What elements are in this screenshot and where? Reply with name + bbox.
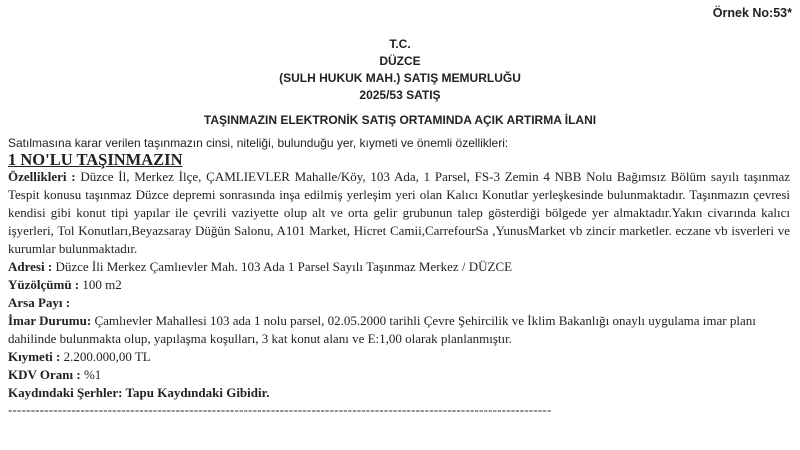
value-text: 2.200.000,00 TL	[60, 349, 151, 364]
header-office: (SULH HUKUK MAH.) SATIŞ MEMURLUĞU	[279, 71, 521, 85]
address-text: Düzce İli Merkez Çamlıevler Mah. 103 Ada 1 Parsel Sayılı Taşınmaz Merkez / DÜZCE	[52, 259, 513, 274]
area-label: Yüzölçümü :	[8, 277, 80, 292]
notice-title: TAŞINMAZIN ELEKTRONİK SATIŞ ORTAMINDA AÇIK ARTIRMA İLANI	[203, 113, 597, 127]
conditions-label: Kaydındaki Şerhler:	[8, 385, 123, 400]
intro-text: Satılmasına karar verilen taşınmazın cinsi, niteliği, bulunduğu yer, kıymeti ve önemli özellikleri:	[8, 136, 509, 150]
separator-line: ------------------------------------------------------------------------------------------------------------------------	[8, 402, 552, 417]
area-row	[8, 276, 790, 294]
zoning-text: Çamlıevler Mahallesi 103 ada 1 nolu parsel, 02.05.2000 tarihli Çevre Şehircilik ve İklim Bakanlığı onaylı uygulama imar planı dahilinde bulunmakta olup, yapılaşma koşulları, 3 kat konut alanı ve E:1,00 olarak planlanmıştır.	[8, 313, 756, 346]
header-case-number: 2025/53 SATIŞ	[359, 88, 441, 102]
address-row	[8, 258, 790, 276]
land-share-label: Arsa Payı :	[8, 295, 71, 310]
header-city: DÜZCE	[379, 54, 421, 68]
header-tc: T.C.	[389, 37, 411, 51]
zoning-label: İmar Durumu:	[8, 313, 92, 328]
zoning-row	[8, 312, 790, 348]
features-paragraph	[8, 168, 790, 258]
land-share-row	[8, 294, 790, 312]
conditions-text: Tapu Kaydındaki Gibidir.	[122, 385, 270, 400]
vat-text: %1	[80, 367, 102, 382]
lot-title: 1 NO'LU TAŞINMAZIN	[8, 150, 183, 169]
value-row	[8, 348, 790, 366]
vat-row	[8, 366, 790, 384]
area-text: 100 m2	[79, 277, 122, 292]
features-text: Düzce İl, Merkez İlçe, ÇAMLIEVLER Mahalle/Köy, 103 Ada, 1 Parsel, FS-3 Zemin 4 NBB Nolu Bağımsız Bölüm sayılı taşınmaz Tespit konusu taşınmaz Düzce depremi sonrasında inşa edilmiş yerleşim yeri olan Kalıcı Konutlar yerleşkesinde bulunmaktadır. Taşınmazın çevresi kendisi gibi konut tipi yapılar ile çevrili vaziyette olup alt ve orta gelir grubunun talep gösterdiği bölgede yer almaktadır.Yakın civarında kalıcı işyerleri, Tol Konutları,Beyazsaray Düğün Salonu, A101 Market, Hicret Camii,CarrefourSa ,YunusMarket vb zincir marketler. eczane vb isverleri ve kurumlar bulunmaktadır.	[8, 169, 791, 256]
vat-label: KDV Oranı :	[8, 367, 81, 382]
conditions-row	[8, 384, 790, 402]
value-label: Kıymeti :	[8, 349, 61, 364]
features-label: Özellikleri :	[8, 169, 76, 184]
sample-number: Örnek No:53*	[712, 6, 792, 20]
address-label: Adresi :	[8, 259, 53, 274]
lot-details	[8, 168, 790, 402]
